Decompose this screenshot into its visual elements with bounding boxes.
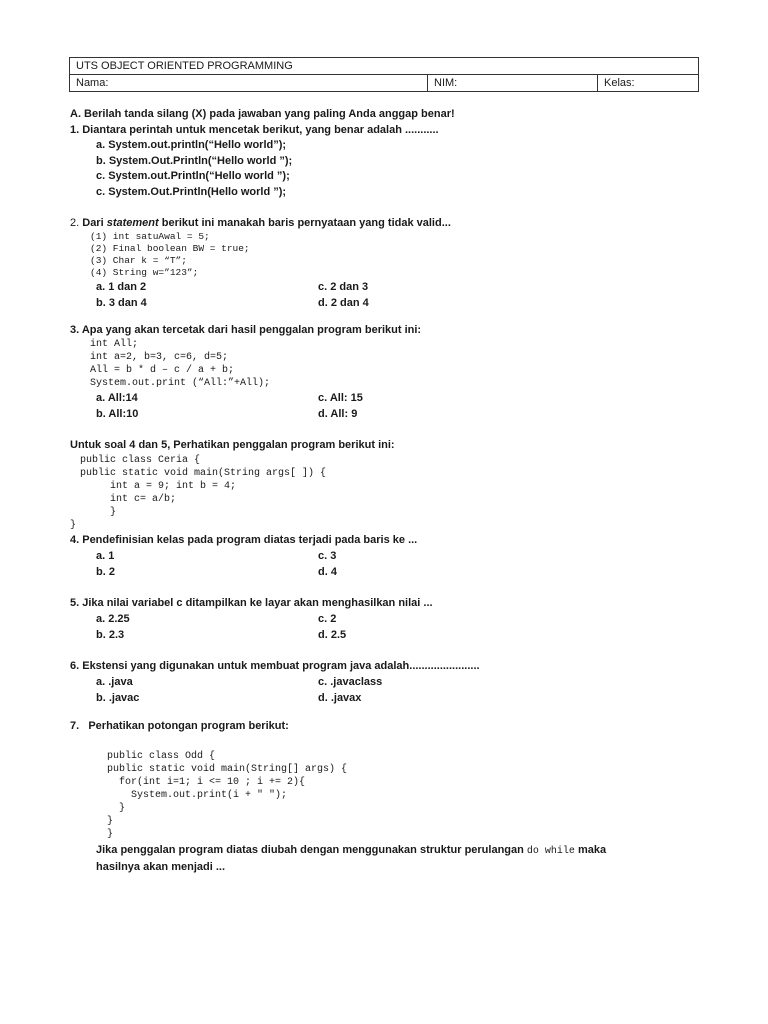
section-a-instruction: A. Berilah tanda silang (X) pada jawaban yang paling Anda anggap benar! <box>70 108 455 120</box>
q2-text-post: berikut ini manakah baris pernyataan yang tidak valid... <box>158 217 451 229</box>
q6-option-c[interactable]: c. .javaclass <box>318 676 383 688</box>
q3-code-line: int All; <box>90 339 139 350</box>
q5-option-c[interactable]: c. 2 <box>318 613 337 625</box>
q7-followup-code: do while <box>526 846 575 857</box>
q2-code-line: (2) Final boolean BW = true; <box>90 243 250 254</box>
question-7: 7. Perhatikan potongan program berikut: <box>70 720 289 732</box>
q4-option-c[interactable]: c. 3 <box>318 550 337 562</box>
q1-option-d[interactable]: c. System.Out.Println(Hello world ”); <box>96 186 287 198</box>
q7-code-line: for(int i=1; i <= 10 ; i += 2){ <box>107 777 306 788</box>
q2-text-italic: statement <box>106 217 159 229</box>
question-6: 6. Ekstensi yang digunakan untuk membuat program java adalah....................... <box>70 660 480 672</box>
q1-option-c[interactable]: c. System.out.Println(“Hello world ”); <box>96 170 290 182</box>
q3-option-b[interactable]: b. All:10 <box>96 408 139 420</box>
q2-text-pre: Dari <box>79 217 107 229</box>
q7-code-line: System.out.print(i + " "); <box>107 790 288 801</box>
exam-title: UTS OBJECT ORIENTED PROGRAMMING <box>70 58 698 75</box>
q6-option-d[interactable]: d. .javax <box>318 692 362 704</box>
question-4: 4. Pendefinisian kelas pada program diatas terjadi pada baris ke ... <box>70 534 418 546</box>
nim-field[interactable]: NIM: <box>428 75 598 91</box>
q5-option-a[interactable]: a. 2.25 <box>96 613 130 625</box>
student-info-row <box>70 75 698 91</box>
q7-followup-pre: Jika penggalan program diatas diubah dengan menggunakan struktur perulangan <box>96 844 527 856</box>
q5-option-d[interactable]: d. 2.5 <box>318 629 347 641</box>
q2-code-line: (4) String w=”123”; <box>90 267 199 278</box>
q45-code-line: } <box>70 520 77 531</box>
q2-option-c[interactable]: c. 2 dan 3 <box>318 281 369 293</box>
q4-option-d[interactable]: d. 4 <box>318 566 337 578</box>
nama-field[interactable]: Nama: <box>70 75 428 91</box>
q45-code-line: public static void main(String args[ ]) { <box>80 468 327 479</box>
q45-intro: Untuk soal 4 dan 5, Perhatikan penggalan program berikut ini: <box>70 439 395 451</box>
q3-code-line: int a=2, b=3, c=6, d=5; <box>90 352 229 363</box>
q45-code-line: public class Ceria { <box>80 455 201 466</box>
q6-option-b[interactable]: b. .javac <box>96 692 140 704</box>
q5-option-b[interactable]: b. 2.3 <box>96 629 125 641</box>
question-1: 1. Diantara perintah untuk mencetak berikut, yang benar adalah ........... <box>70 124 439 136</box>
q4-option-b[interactable]: b. 2 <box>96 566 115 578</box>
q7-followup-line2: hasilnya akan menjadi ... <box>96 861 225 873</box>
q7-code-line: public class Odd { <box>107 751 216 762</box>
q3-option-c[interactable]: c. All: 15 <box>318 392 363 404</box>
kelas-field[interactable]: Kelas: <box>604 77 635 89</box>
q3-code-line: All = b * d – c / a + b; <box>90 365 235 376</box>
q2-code-line: (3) Char k = “T”; <box>90 255 187 266</box>
q7-code-line: } <box>107 816 114 827</box>
q2-option-a[interactable]: a. 1 dan 2 <box>96 281 147 293</box>
question-3: 3. Apa yang akan tercetak dari hasil penggalan program berikut ini: <box>70 324 422 336</box>
q2-code-line: (1) int satuAwal = 5; <box>90 231 210 242</box>
question-5: 5. Jika nilai variabel c ditampilkan ke layar akan menghasilkan nilai ... <box>70 597 433 609</box>
q3-option-d[interactable]: d. All: 9 <box>318 408 358 420</box>
q2-option-b[interactable]: b. 3 dan 4 <box>96 297 147 309</box>
q45-code-line: int a = 9; int b = 4; <box>80 481 237 492</box>
q7-followup-post: maka <box>574 844 607 856</box>
q2-number: 2. <box>70 217 80 229</box>
q3-code-line: System.out.print (“All:”+All); <box>90 378 271 389</box>
q3-option-a[interactable]: a. All:14 <box>96 392 138 404</box>
q2-option-d[interactable]: d. 2 dan 4 <box>318 297 369 309</box>
q1-option-b[interactable]: b. System.Out.Println(“Hello world ”); <box>96 155 293 167</box>
q7-code-line: public static void main(String[] args) { <box>107 764 348 775</box>
q7-code-line: } <box>107 829 114 840</box>
q1-option-a[interactable]: a. System.out.println(“Hello world”); <box>96 139 287 151</box>
q7-followup <box>96 843 606 859</box>
q4-option-a[interactable]: a. 1 <box>96 550 115 562</box>
q6-option-a[interactable]: a. .java <box>96 676 133 688</box>
q45-code-line: } <box>80 507 117 518</box>
question-2 <box>70 216 451 230</box>
q7-code-line: } <box>107 803 126 814</box>
exam-header-table <box>69 57 699 92</box>
q45-code-line: int c= a/b; <box>80 494 177 505</box>
